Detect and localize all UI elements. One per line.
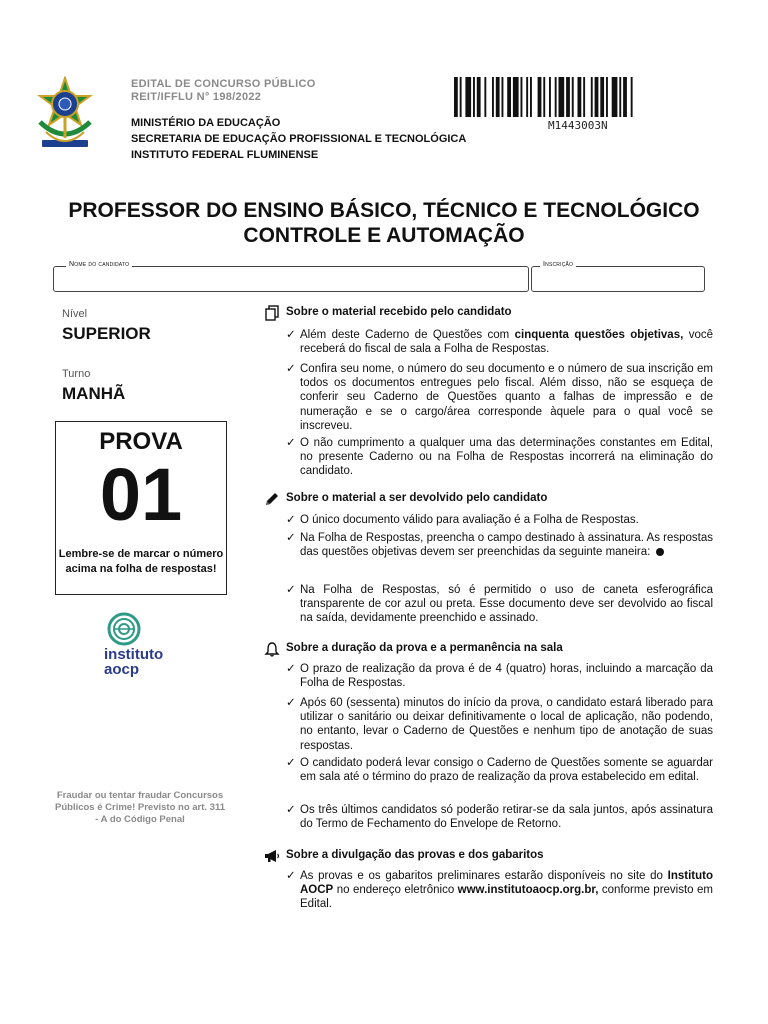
section-disclosure-heading: Sobre a divulgação das provas e dos gabaritos bbox=[286, 849, 544, 861]
check-icon: ✓ bbox=[286, 870, 296, 882]
barcode-bar bbox=[583, 77, 585, 117]
candidate-name-label: Nome do candidato bbox=[66, 261, 132, 268]
barcode-bar bbox=[578, 77, 582, 117]
barcode-bar bbox=[460, 77, 462, 117]
check-icon: ✓ bbox=[286, 532, 296, 544]
section-returned-heading: Sobre o material a ser devolvido pelo candidato bbox=[286, 492, 548, 504]
exam-title: PROFESSOR DO ENSINO BÁSICO, TÉCNICO E TECNOLÓGICO bbox=[68, 199, 700, 222]
barcode-bar bbox=[513, 77, 519, 117]
filled-bubble-icon bbox=[656, 548, 664, 556]
barcode-bar bbox=[473, 77, 475, 117]
barcode-bar bbox=[543, 77, 545, 117]
barcode-bar bbox=[600, 77, 604, 117]
list-item: ✓ Após 60 (sessenta) minutos do início da prova, o candidato estará liberado para utilizar o sanitário ou deixar definitivamente o local de aplicação, não podendo, no entanto, levar o Caderno de Questões e nenhum tipo de anotação de suas respostas. bbox=[286, 697, 713, 752]
website-link[interactable]: www.institutoaocp.org.br, bbox=[457, 884, 599, 897]
barcode-bar bbox=[502, 77, 504, 117]
copy-documents-icon bbox=[264, 305, 280, 321]
ministry-name: MINISTÉRIO DA EDUCAÇÃO bbox=[131, 117, 281, 129]
list-item: ✓ As provas e os gabaritos preliminares estarão disponíveis no site do Instituto AOCP no endereço eletrônico www.institutoaocp.org.br, conforme previsto em Edital. bbox=[286, 870, 714, 911]
barcode-bar bbox=[572, 77, 574, 117]
check-icon: ✓ bbox=[286, 804, 296, 816]
brazil-coat-of-arms-icon bbox=[34, 76, 96, 158]
list-item: ✓ O candidato poderá levar consigo o Caderno de Questões somente se aguardar em sala até o término do prazo de realização da prova estabelecido em edital. bbox=[286, 757, 713, 784]
barcode-bar bbox=[484, 77, 486, 117]
list-item: ✓ Os três últimos candidatos só poderão retirar-se da sala juntos, após assinatura do Termo de Fechamento do Envelope de Retorno. bbox=[286, 804, 713, 831]
instituto-aocp-logo bbox=[104, 611, 184, 683]
barcode-bar bbox=[454, 77, 458, 117]
bell-icon bbox=[264, 641, 280, 657]
aocp-spiral-icon bbox=[104, 611, 184, 651]
list-item: ✓ O não cumprimento a qualquer uma das determinações constantes em Edital, no presente Caderno ou na Folha de Respostas incorrerá na eliminação do candidato. bbox=[286, 437, 713, 478]
barcode-text: M1443003N bbox=[548, 119, 608, 132]
list-item: ✓ O único documento válido para avaliação é a Folha de Respostas. bbox=[286, 514, 639, 526]
logo-text-line1: instituto bbox=[104, 646, 164, 663]
shift-label: Turno bbox=[62, 368, 91, 380]
edital-number: REIT/IFFLU N° 198/2022 bbox=[131, 91, 262, 103]
list-item: ✓ Confira seu nome, o número do seu documento e o número de sua inscrição em todos os documentos entregues pelo fiscal. Além disso, não se esqueça de conferir seu Caderno de Questões quanto a falhas de impressão e de numeração e se o cargo/área corresponde àquele para o qual você se inscreveu. bbox=[286, 363, 713, 432]
barcode-bar bbox=[538, 77, 542, 117]
edital-title: EDITAL DE CONCURSO PÚBLICO bbox=[131, 78, 316, 90]
check-icon: ✓ bbox=[286, 584, 296, 596]
barcode-bar bbox=[549, 77, 551, 117]
check-icon: ✓ bbox=[286, 514, 296, 526]
level-value: SUPERIOR bbox=[62, 324, 151, 343]
barcode-bar bbox=[492, 77, 494, 117]
barcode-bar bbox=[507, 77, 511, 117]
list-item: ✓ Além deste Caderno de Questões com cinquenta questões objetivas, você receberá do fiscal de sala a Folha de Respostas. bbox=[286, 329, 714, 356]
barcode-bar bbox=[612, 77, 618, 117]
inscription-label: Inscrição bbox=[540, 261, 576, 268]
shift-value: MANHÃ bbox=[62, 384, 126, 403]
secretariat-name: SECRETARIA DE EDUCAÇÃO PROFISSIONAL E TECNOLÓGICA bbox=[131, 133, 467, 145]
prova-label: PROVA bbox=[99, 428, 183, 455]
level-label: Nível bbox=[62, 308, 88, 320]
check-icon: ✓ bbox=[286, 363, 296, 375]
check-icon: ✓ bbox=[286, 697, 296, 709]
megaphone-icon bbox=[264, 848, 280, 864]
barcode-bar bbox=[530, 77, 532, 117]
list-item: ✓ Na Folha de Respostas, só é permitido o uso de caneta esferográfica transparente de cor azul ou preta. Esse documento deve ser devolvido ao fiscal na saída, devidamente preenchido e assinado. bbox=[286, 584, 713, 625]
barcode-bar bbox=[465, 77, 471, 117]
barcode-bar bbox=[606, 77, 608, 117]
fraud-warning: Fraudar ou tentar fraudar Concursos Públicos é Crime! Previsto no art. 311 - A do Código Penal bbox=[55, 790, 226, 825]
barcode-bar bbox=[623, 77, 627, 117]
barcode-bar bbox=[521, 77, 523, 117]
barcode-bar bbox=[619, 77, 621, 117]
barcode-bar bbox=[631, 77, 633, 117]
section-received-heading: Sobre o material recebido pelo candidato bbox=[286, 306, 512, 318]
barcode-bar bbox=[526, 77, 528, 117]
pencil-icon bbox=[264, 491, 280, 507]
check-icon: ✓ bbox=[286, 437, 296, 449]
section-duration-heading: Sobre a duração da prova e a permanência na sala bbox=[286, 642, 563, 654]
check-icon: ✓ bbox=[286, 329, 296, 341]
barcode-bar bbox=[595, 77, 599, 117]
candidate-name-field[interactable] bbox=[53, 266, 529, 292]
barcode-bar bbox=[559, 77, 565, 117]
barcode-bar bbox=[566, 77, 570, 117]
barcode-icon bbox=[454, 77, 704, 117]
list-item: ✓ O prazo de realização da prova é de 4 (quatro) horas, incluindo a marcação da Folha de Respostas. bbox=[286, 663, 713, 690]
prova-box bbox=[55, 421, 227, 595]
barcode-bar bbox=[496, 77, 500, 117]
barcode-bar bbox=[591, 77, 593, 117]
inscription-field[interactable] bbox=[531, 266, 705, 292]
check-icon: ✓ bbox=[286, 757, 296, 769]
exam-subtitle: CONTROLE E AUTOMAÇÃO bbox=[243, 224, 525, 247]
check-icon: ✓ bbox=[286, 663, 296, 675]
logo-text-line2: aocp bbox=[104, 661, 140, 678]
prova-note: Lembre-se de marcar o número acima na folha de respostas! bbox=[58, 548, 224, 575]
list-item: ✓ Na Folha de Respostas, preencha o campo destinado à assinatura. As respostas das questões objetivas devem ser preenchidas da seguinte maneira: bbox=[286, 532, 713, 559]
barcode-bar bbox=[477, 77, 481, 117]
barcode-bar bbox=[555, 77, 557, 117]
prova-number: 01 bbox=[99, 453, 183, 536]
institute-name: INSTITUTO FEDERAL FLUMINENSE bbox=[131, 149, 319, 161]
